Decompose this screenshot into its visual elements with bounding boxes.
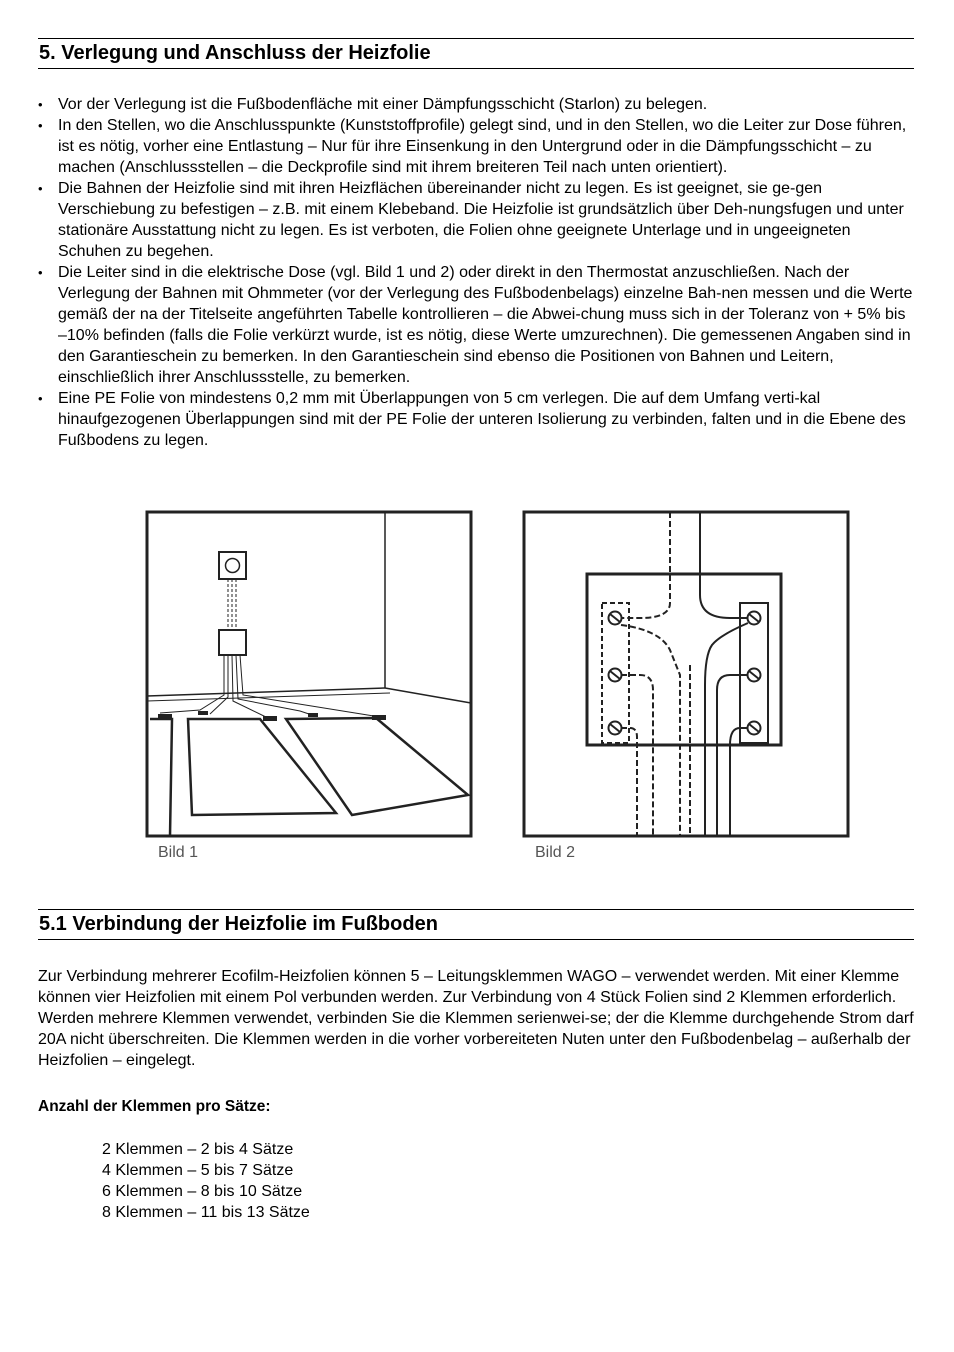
- figure-caption-bild-2: Bild 2: [535, 844, 576, 861]
- list-item: 8 Klemmen – 11 bis 13 Sätze: [102, 1204, 310, 1221]
- list-item: 6 Klemmen – 8 bis 10 Sätze: [102, 1183, 303, 1200]
- list-item: • In den Stellen, wo die Anschlusspunkte (Kunststoffprofile) gelegt sind, und in den Stellen, wo die Leiter zur Dose führen, ist es nötig, vorher eine Entlastung – Nur für ihre Einsenkung in den Untergrund oder in die Dämpfungsschicht – zu machen (Anschlussstellen – die Deckprofile sind mit ihrem breiteren Teil nach unten orientiert).: [38, 115, 918, 178]
- section-5-heading: 5. Verlegung und Anschluss der Heizfolie: [38, 38, 914, 69]
- clamps-list: [102, 1139, 310, 1223]
- list-item: • Vor der Verlegung ist die Fußbodenfläche mit einer Dämpfungsschicht (Starlon) zu belegen.: [38, 94, 918, 115]
- installation-bullet-list: [38, 94, 918, 451]
- list-item: • Die Leiter sind in die elektrische Dose (vgl. Bild 1 und 2) oder direkt in den Thermostat anzuschließen. Nach der Verlegung der Bahnen mit Ohmmeter (vor der Verlegung des Fußbodenbelags) einzelne Bah-nen messen und die Werte gemäß der na der Titelseite angeführten Tabelle kontrollieren – die Abwei-chung muss sich in der Toleranz von + 5% bis –10% befinden (falls die Folie verkürzt wurde, ist es nötig, diese Werte umzurechnen). Die gemessenen Angaben sind in den Garantieschein zu bemerken. In den Garantieschein sind ebenso die Positionen von Bahnen und Leitern, einschließlich ihrer Anschlussstelle, zu bemerken.: [38, 262, 918, 388]
- list-item: • Eine PE Folie von mindestens 0,2 mm mit Überlappungen von 5 cm verlegen. Die auf dem Umfang verti-kal hinaufgezogenen Überlappungen sind mit der PE Folie der unteren Isolierung zu verbinden, falten und in die Ebene des Fußbodens zu legen.: [38, 388, 918, 451]
- list-item: • Die Bahnen der Heizfolie sind mit ihren Heizflächen übereinander nicht zu legen. Es ist geeignet, sie ge-gen Verschiebung zu befestigen – z.B. mit einem Klebeband. Die Heizfolie ist grundsätzlich über Deh-nungsfugen und unter stationäre Ausstattung nicht zu legen. Es ist verboten, die Folien ohne geeignete Unterlage und in ungeeigneten Schuhen zu begehen.: [38, 178, 918, 262]
- clamps-subheading: Anzahl der Klemmen pro Sätze:: [38, 1098, 271, 1115]
- connection-paragraph: Zur Verbindung mehrerer Ecofilm-Heizfolien können 5 – Leitungsklemmen WAGO – verwendet werden. Mit einer Klemme können vier Heizfolien mit einem Pol verbunden werden. Zur Verbindung von 4 Stück Folien sind 2 Klemmen erforderlich. Werden mehrere Klemmen verwendet, verbinden Sie die Klemmen serienwei-se; der die Klemme durchgehende Strom darf 20A nicht überschreiten. Die Klemmen werden in die vorher vorbereiteten Nuten unter den Fußbodenbelag – außerhalb der Heizfolien – eingelegt.: [38, 968, 914, 1069]
- figure-bild-2-drawing: [524, 512, 848, 836]
- figure-bild-1-drawing: [147, 512, 471, 836]
- figure-caption-bild-1: Bild 1: [158, 844, 199, 861]
- list-item: 2 Klemmen – 2 bis 4 Sätze: [102, 1141, 294, 1158]
- section-5-1-heading: 5.1 Verbindung der Heizfolie im Fußboden: [38, 909, 914, 940]
- list-item: 4 Klemmen – 5 bis 7 Sätze: [102, 1162, 294, 1179]
- installation-figure: [140, 505, 860, 865]
